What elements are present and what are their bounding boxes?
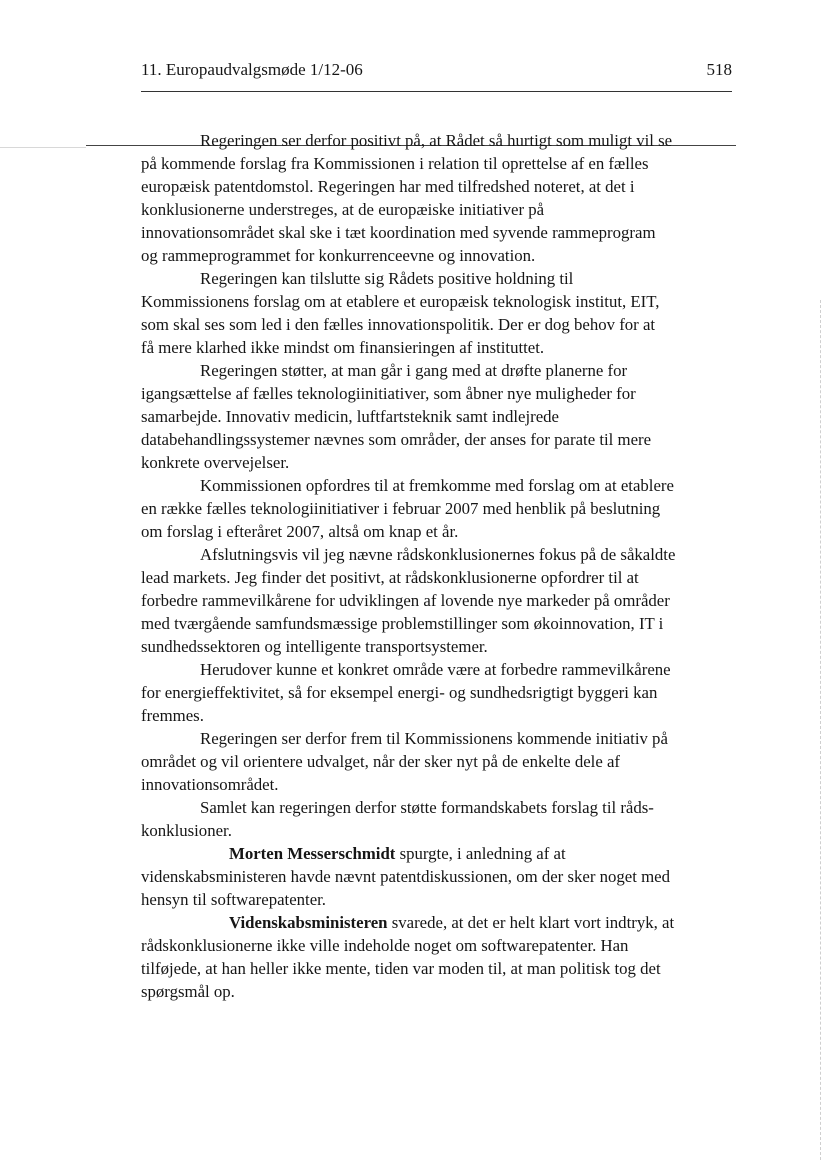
text-line: for energieffektivitet, så for eksempel energi- og sundhedsrigtigt byggeri kan xyxy=(141,683,658,702)
text-line: på kommende forslag fra Kommissionen i relation til oprettelse af en fælles xyxy=(141,154,649,173)
scan-edge-artifact xyxy=(820,300,821,1160)
paragraph-eit xyxy=(141,267,726,359)
text-line: Kommissionens forslag om at etablere et europæisk teknologisk institut, EIT, xyxy=(141,292,660,311)
text-line: videnskabsministeren havde nævnt patentdiskussionen, om der sker noget med xyxy=(141,867,670,886)
paragraph-patent-court xyxy=(141,129,726,267)
speaker-name: Videnskabsministeren xyxy=(229,913,388,932)
text-line: konkrete overvejelser. xyxy=(141,453,290,472)
text-line: databehandlingssystemer nævnes som områder, der anses for parate til mere xyxy=(141,430,652,449)
paragraph-future-initiative xyxy=(141,727,726,796)
text-line: og rammeprogrammet for konkurrenceevne og innovation. xyxy=(141,246,536,265)
text-line: rådskonklusionerne ikke ville indeholde noget om softwarepatenter. Han xyxy=(141,936,629,955)
text-line: få mere klarhed ikke mindst om finansieringen af instituttet. xyxy=(141,338,545,357)
paragraph-technology-initiatives xyxy=(141,359,726,474)
text-line: Regeringen ser derfor positivt på, at Rådet så hurtigt som muligt vil se xyxy=(200,131,673,150)
document-body xyxy=(141,129,726,1003)
speech-answer xyxy=(141,911,726,1003)
text-line: Regeringen ser derfor frem til Kommissionens kommende initiativ på xyxy=(200,729,668,748)
speech-question xyxy=(141,842,726,911)
paragraph-energy-efficiency xyxy=(141,658,726,727)
text-line: Regeringen kan tilslutte sig Rådets positive holdning til xyxy=(200,269,574,288)
scan-artifact-line-faint xyxy=(0,147,86,148)
text-line: innovationsområdet. xyxy=(141,775,279,794)
text-line: Kommissionen opfordres til at fremkomme med forslag om at etablere xyxy=(200,476,674,495)
text-line: fremmes. xyxy=(141,706,204,725)
speech-text: spurgte, i anledning af at xyxy=(395,844,566,863)
speech-first-line xyxy=(141,911,726,934)
speaker-name: Morten Messerschmidt xyxy=(229,844,396,863)
page-number: 518 xyxy=(706,60,732,79)
text-line: lead markets. Jeg finder det positivt, at rådskonklusionerne opfordrer til at xyxy=(141,568,639,587)
paragraph-conclusion xyxy=(141,796,726,842)
text-line: Herudover kunne et konkret område være at forbedre rammevilkårene xyxy=(200,660,671,679)
text-line: Regeringen støtter, at man går i gang med at drøfte planerne for xyxy=(200,361,628,380)
text-line: en række fælles teknologiinitiativer i februar 2007 med henblik på beslutning xyxy=(141,499,661,518)
speech-text: svarede, at det er helt klart vort indtryk, at xyxy=(387,913,675,932)
speech-first-line xyxy=(141,842,726,865)
text-line: forbedre rammevilkårene for udviklingen af lovende nye markeder på områder xyxy=(141,591,670,610)
text-line: området og vil orientere udvalget, når der sker nyt på de enkelte dele af xyxy=(141,752,620,771)
text-line: samarbejde. Innovativ medicin, luftfartsteknik samt indlejrede xyxy=(141,407,559,426)
text-line: tilføjede, at han heller ikke mente, tiden var moden til, at man politisk tog det xyxy=(141,959,661,978)
text-line: konklusioner. xyxy=(141,821,232,840)
text-line: innovationsområdet skal ske i tæt koordination med syvende rammeprogram xyxy=(141,223,656,242)
header-title: 11. Europaudvalgsmøde 1/12-06 xyxy=(141,60,363,79)
text-line: hensyn til softwarepatenter. xyxy=(141,890,327,909)
text-line: om forslag i efteråret 2007, altså om knap et år. xyxy=(141,522,459,541)
text-line: spørgsmål op. xyxy=(141,982,235,1001)
text-line: igangsættelse af fælles teknologiinitiativer, som åbner nye muligheder for xyxy=(141,384,636,403)
paragraph-lead-markets xyxy=(141,543,726,658)
header-divider xyxy=(141,91,732,92)
paragraph-commission-proposals xyxy=(141,474,726,543)
page-header xyxy=(141,60,732,84)
text-line: Samlet kan regeringen derfor støtte formandskabets forslag til råds- xyxy=(200,798,654,817)
text-line: sundhedssektoren og intelligente transportsystemer. xyxy=(141,637,488,656)
text-line: som skal ses som led i den fælles innovationspolitik. Der er dog behov for at xyxy=(141,315,656,334)
text-line: Afslutningsvis vil jeg nævne rådskonklusionernes fokus på de såkaldte xyxy=(200,545,676,564)
text-line: konklusionerne understreges, at de europæiske initiativer på xyxy=(141,200,545,219)
text-line: europæisk patentdomstol. Regeringen har med tilfredshed noteret, at det i xyxy=(141,177,635,196)
text-line: med tværgående samfundsmæssige problemstillinger som økoinnovation, IT i xyxy=(141,614,664,633)
